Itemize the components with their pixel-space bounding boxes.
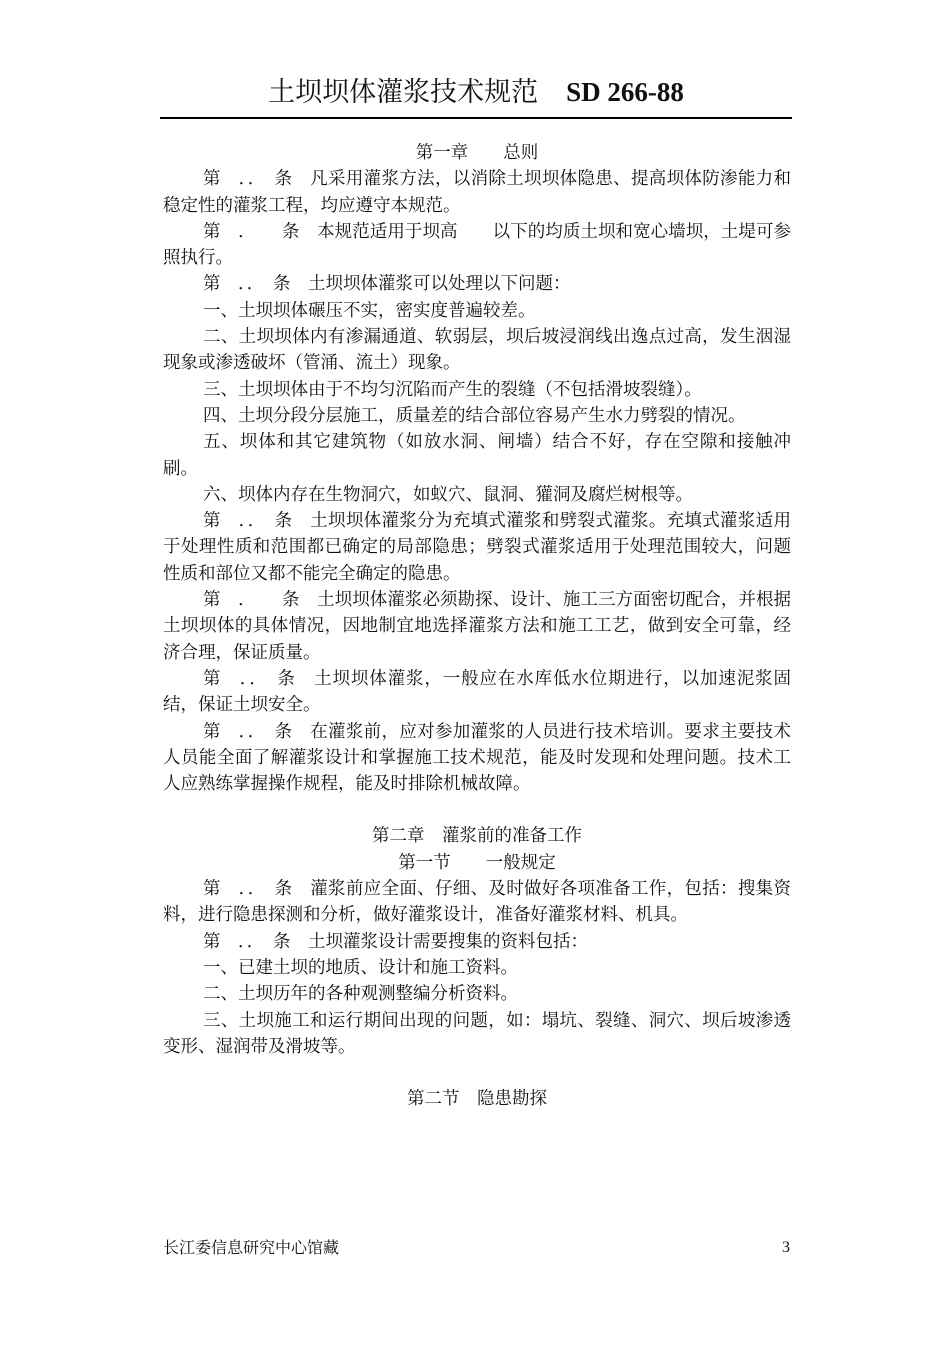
document-title: 土坝坝体灌浆技术规范	[268, 77, 539, 108]
list-item: 五、坝体和其它建筑物（如放水洞、闸墙）结合不好，存在空隙和接触冲刷。	[163, 432, 791, 479]
chapter-heading: 第二章 灌浆前的准备工作	[372, 826, 582, 847]
list-item: 二、土坝历年的各种观测整编分析资料。	[203, 984, 518, 1005]
list-item: 一、土坝坝体碾压不实，密实度普遍较差。	[203, 300, 536, 321]
article-paragraph: 第 ．． 条 土坝坝体灌浆分为充填式灌浆和劈裂式灌浆。充填式灌浆适用于处理性质和范围都已确定的局部隐患；劈裂式灌浆适用于处理范围较大，问题性质和部位又都不能完全确定的隐患。	[163, 511, 791, 584]
standard-code: SD 266-88	[566, 77, 684, 107]
article-paragraph: 第 ．． 条 土坝坝体灌浆，一般应在水库低水位期进行，以加速泥浆固结，保证土坝安全。	[163, 668, 791, 716]
blank-line	[163, 1060, 791, 1086]
list-item: 六、坝体内存在生物洞穴，如蚁穴、鼠洞、獾洞及腐烂树根等。	[203, 484, 693, 505]
article-paragraph: 第 ． 条 本规范适用于坝高 以下的均质土坝和宽心墙坝，土堤可参照执行。	[163, 221, 791, 269]
article-paragraph: 第 ． 条 土坝坝体灌浆必须勘探、设计、施工三方面密切配合，并根据土坝坝体的具体情况，因地制宜地选择灌浆方法和施工工艺，做到安全可靠，经济合理，保证质量。	[163, 590, 791, 663]
list-item: 三、土坝施工和运行期间出现的问题，如：塌坑、裂缝、洞穴、坝后坡渗透变形、湿润带及滑坡等。	[163, 1010, 791, 1057]
document-body	[163, 140, 791, 1112]
list-item: 四、土坝分段分层施工，质量差的结合部位容易产生水力劈裂的情况。	[203, 405, 746, 426]
list-item: 一、已建土坝的地质、设计和施工资料。	[203, 957, 518, 978]
article-paragraph: 第 ．． 条 在灌浆前，应对参加灌浆的人员进行技术培训。要求主要技术人员能全面了解灌浆设计和掌握施工技术规范，能及时发现和处理问题。技术工人应熟练掌握操作规程，能及时排除机械故障。	[163, 721, 791, 795]
list-item: 二、土坝坝体内有渗漏通道、软弱层，坝后坡浸润线出逸点过高，发生洇湿现象或渗透破坏（管涌、流土）现象。	[163, 327, 791, 374]
footer-source: 长江委信息研究中心馆藏	[163, 1238, 340, 1257]
article-paragraph: 第 ．． 条 土坝灌浆设计需要搜集的资料包括：	[203, 931, 588, 952]
chapter-heading: 第一章 总则	[415, 143, 539, 163]
article-paragraph: 第 ．． 条 灌浆前应全面、仔细、及时做好各项准备工作，包括：搜集资料，进行隐患探测和分析，做好灌浆设计，准备好灌浆材料、机具。	[163, 879, 791, 926]
list-item: 三、土坝坝体由于不均匀沉陷而产生的裂缝（不包括滑坡裂缝）。	[203, 379, 702, 400]
article-paragraph: 第 ．． 条 土坝坝体灌浆可以处理以下问题：	[203, 274, 571, 295]
page-number: 3	[782, 1239, 790, 1256]
document-header	[160, 72, 792, 113]
section-heading: 第二节 隐患勘探	[407, 1089, 547, 1110]
article-paragraph: 第 ．． 条 凡采用灌浆方法，以消除土坝坝体隐患、提高坝体防渗能力和稳定性的灌浆工程，均应遵守本规范。	[163, 169, 791, 216]
header-divider	[160, 117, 792, 119]
section-heading: 第一节 一般规定	[398, 852, 556, 873]
blank-line	[163, 797, 791, 823]
